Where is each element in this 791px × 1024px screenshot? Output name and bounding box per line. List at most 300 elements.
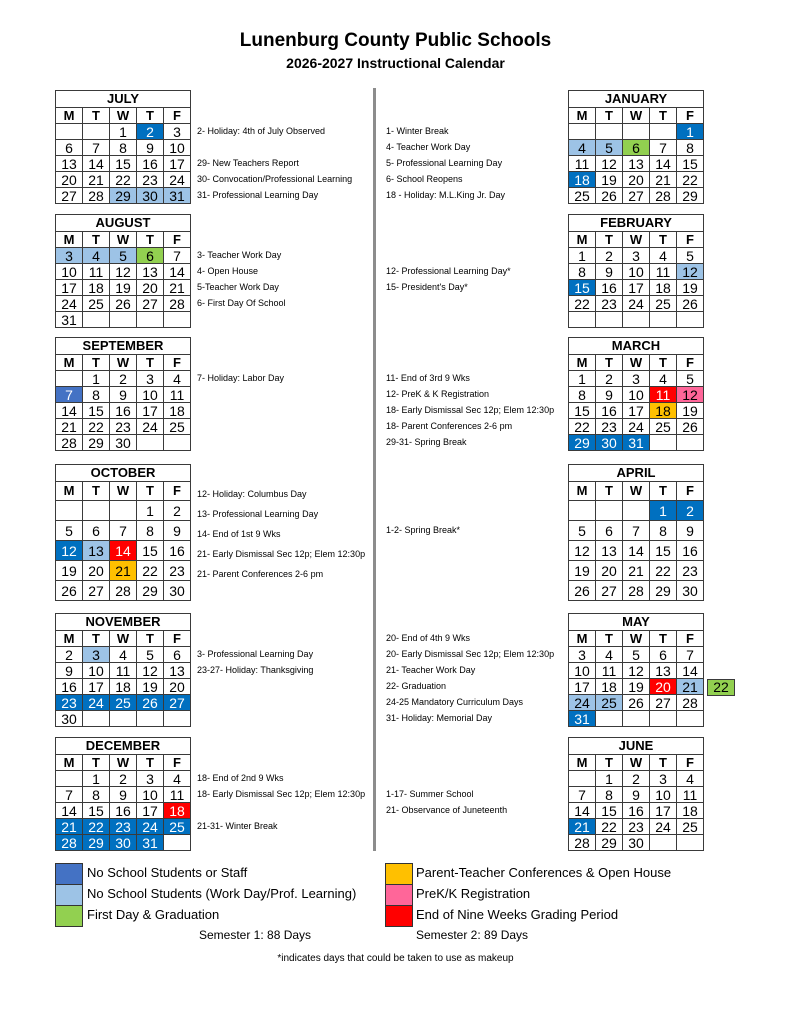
day-cell: 12 (56, 541, 83, 561)
day-cell: 5 (110, 248, 137, 264)
event-note: 18- Early Dismissal Sec 12p; Elem 12:30p (197, 789, 366, 799)
weekday-header: T (596, 631, 623, 647)
event-note: 29- New Teachers Report (197, 158, 299, 168)
month-september (55, 337, 191, 451)
day-cell: 29 (677, 188, 704, 204)
day-cell: 15 (677, 156, 704, 172)
month-name: JUNE (569, 738, 704, 755)
day-cell: 7 (110, 521, 137, 541)
weekday-header: M (56, 631, 83, 647)
event-note: 21- Early Dismissal Sec 12p; Elem 12:30p (197, 549, 366, 559)
weekday-header: F (677, 755, 704, 771)
day-cell: 1 (677, 124, 704, 140)
day-cell: 8 (596, 787, 623, 803)
day-cell: 11 (164, 387, 191, 403)
day-cell: 11 (650, 264, 677, 280)
day-cell: 6 (56, 140, 83, 156)
day-cell: 20 (164, 679, 191, 695)
empty-cell (677, 835, 704, 851)
day-cell: 20 (137, 280, 164, 296)
event-note: 21- Teacher Work Day (386, 665, 476, 675)
event-note: 24-25 Mandatory Curriculum Days (386, 697, 524, 707)
day-cell: 2 (596, 371, 623, 387)
day-cell: 9 (596, 264, 623, 280)
weekday-header: W (623, 232, 650, 248)
day-cell: 18 (596, 679, 623, 695)
day-cell: 10 (56, 264, 83, 280)
day-cell: 24 (83, 695, 110, 711)
event-note: 20- Early Dismissal Sec 12p; Elem 12:30p (386, 649, 555, 659)
legend-label: First Day & Graduation (87, 907, 220, 922)
month-name: APRIL (569, 465, 704, 482)
month-february (568, 214, 704, 328)
day-cell: 4 (569, 140, 596, 156)
day-cell: 15 (569, 280, 596, 296)
day-cell: 30 (137, 188, 164, 204)
day-cell: 18 (569, 172, 596, 188)
day-cell: 10 (650, 787, 677, 803)
weekday-header: T (596, 355, 623, 371)
day-cell: 21 (569, 819, 596, 835)
day-cell: 17 (650, 803, 677, 819)
day-cell: 4 (677, 771, 704, 787)
weekday-header: M (569, 232, 596, 248)
day-cell: 19 (569, 561, 596, 581)
day-cell: 25 (677, 819, 704, 835)
day-cell: 12 (596, 156, 623, 172)
day-cell: 17 (56, 280, 83, 296)
event-note: 4- Open House (197, 266, 259, 276)
month-august (55, 214, 191, 328)
day-cell: 26 (56, 581, 83, 601)
day-cell: 9 (164, 521, 191, 541)
day-cell: 30 (164, 581, 191, 601)
weekday-header: W (623, 631, 650, 647)
day-cell: 18 (650, 403, 677, 419)
day-cell: 15 (137, 541, 164, 561)
day-cell: 13 (83, 541, 110, 561)
empty-cell (83, 312, 110, 328)
day-cell: 7 (164, 248, 191, 264)
day-cell: 2 (110, 771, 137, 787)
day-cell: 16 (596, 403, 623, 419)
day-cell: 8 (83, 787, 110, 803)
event-note: 6- First Day Of School (197, 298, 286, 308)
weekday-header: F (164, 355, 191, 371)
day-cell: 29 (83, 435, 110, 451)
weekday-header: F (164, 755, 191, 771)
empty-cell (623, 501, 650, 521)
day-cell: 7 (677, 647, 704, 663)
page-title: Lunenburg County Public Schools (239, 30, 552, 51)
weekday-header: T (137, 232, 164, 248)
day-cell: 10 (137, 387, 164, 403)
day-cell: 3 (650, 771, 677, 787)
event-note: 20- End of 4th 9 Wks (386, 633, 471, 643)
day-cell: 14 (164, 264, 191, 280)
month-name: AUGUST (56, 215, 191, 232)
day-cell: 14 (650, 156, 677, 172)
month-april (568, 464, 704, 601)
day-cell: 22 (137, 561, 164, 581)
day-cell: 21 (56, 419, 83, 435)
day-cell: 27 (650, 695, 677, 711)
day-cell: 23 (596, 296, 623, 312)
legend-swatch-conferences (385, 863, 413, 885)
day-cell: 12 (677, 387, 704, 403)
day-cell: 28 (569, 835, 596, 851)
day-cell: 24 (569, 695, 596, 711)
empty-cell (650, 312, 677, 328)
day-cell: 2 (56, 647, 83, 663)
event-note: 18- Parent Conferences 2-6 pm (386, 421, 513, 431)
day-cell: 14 (110, 541, 137, 561)
day-cell: 18 (164, 803, 191, 819)
event-note: 21- Observance of Juneteenth (386, 805, 508, 815)
day-cell: 15 (110, 156, 137, 172)
day-cell: 16 (56, 679, 83, 695)
legend-label: No School Students or Staff (87, 865, 248, 880)
empty-cell (623, 711, 650, 727)
day-cell-overflow: 22 (707, 679, 735, 696)
event-note: 12- Professional Learning Day* (386, 266, 511, 276)
day-cell: 1 (596, 771, 623, 787)
month-name: MAY (569, 614, 704, 631)
day-cell: 20 (596, 561, 623, 581)
month-name: JULY (56, 91, 191, 108)
event-note: 1-2- Spring Break* (386, 525, 461, 535)
event-note: 13- Professional Learning Day (197, 509, 319, 519)
weekday-header: W (623, 755, 650, 771)
day-cell: 6 (137, 248, 164, 264)
day-cell: 21 (650, 172, 677, 188)
month-july (55, 90, 191, 204)
day-cell: 15 (83, 403, 110, 419)
empty-cell (569, 124, 596, 140)
day-cell: 3 (623, 371, 650, 387)
day-cell: 21 (164, 280, 191, 296)
legend-label: End of Nine Weeks Grading Period (416, 907, 619, 922)
day-cell: 28 (83, 188, 110, 204)
weekday-header: W (623, 355, 650, 371)
day-cell: 30 (110, 435, 137, 451)
day-cell: 8 (569, 387, 596, 403)
day-cell: 12 (623, 663, 650, 679)
day-cell: 5 (56, 521, 83, 541)
month-may (568, 613, 704, 727)
weekday-header: T (650, 355, 677, 371)
day-cell: 24 (164, 172, 191, 188)
day-cell: 26 (623, 695, 650, 711)
day-cell: 27 (623, 188, 650, 204)
day-cell: 30 (677, 581, 704, 601)
day-cell: 15 (650, 541, 677, 561)
weekday-header: F (677, 355, 704, 371)
day-cell: 16 (596, 280, 623, 296)
day-cell: 1 (137, 501, 164, 521)
day-cell: 24 (137, 419, 164, 435)
weekday-header: W (623, 482, 650, 501)
day-cell: 21 (110, 561, 137, 581)
day-cell: 26 (596, 188, 623, 204)
day-cell: 26 (677, 296, 704, 312)
month-name: NOVEMBER (56, 614, 191, 631)
weekday-header: F (677, 631, 704, 647)
day-cell: 8 (110, 140, 137, 156)
day-cell: 5 (569, 521, 596, 541)
day-cell: 26 (110, 296, 137, 312)
weekday-header: M (56, 108, 83, 124)
day-cell: 22 (569, 296, 596, 312)
legend-label: Parent-Teacher Conferences & Open House (416, 865, 672, 880)
day-cell: 23 (56, 695, 83, 711)
day-cell: 8 (569, 264, 596, 280)
empty-cell (596, 312, 623, 328)
day-cell: 7 (56, 787, 83, 803)
day-cell: 5 (677, 248, 704, 264)
month-name: MARCH (569, 338, 704, 355)
day-cell: 14 (56, 803, 83, 819)
page-subtitle: 2026-2027 Instructional Calendar (286, 55, 505, 71)
day-cell: 19 (677, 280, 704, 296)
day-cell: 16 (137, 156, 164, 172)
weekday-header: F (677, 482, 704, 501)
weekday-header: T (596, 232, 623, 248)
day-cell: 24 (623, 296, 650, 312)
day-cell: 25 (650, 296, 677, 312)
day-cell: 23 (110, 819, 137, 835)
legend-swatch-no-school (55, 863, 83, 885)
day-cell: 5 (596, 140, 623, 156)
day-cell: 9 (623, 787, 650, 803)
weekday-header: T (83, 482, 110, 501)
day-cell: 23 (164, 561, 191, 581)
day-cell: 23 (596, 419, 623, 435)
day-cell: 15 (569, 403, 596, 419)
event-note: 2- Holiday: 4th of July Observed (197, 126, 326, 136)
legend-swatch-registration (385, 884, 413, 906)
day-cell: 2 (677, 501, 704, 521)
day-cell: 17 (164, 156, 191, 172)
day-cell: 12 (569, 541, 596, 561)
day-cell: 30 (623, 835, 650, 851)
weekday-header: T (596, 482, 623, 501)
weekday-header: W (623, 108, 650, 124)
month-name: FEBRUARY (569, 215, 704, 232)
day-cell: 27 (164, 695, 191, 711)
day-cell: 9 (110, 387, 137, 403)
day-cell: 20 (623, 172, 650, 188)
weekday-header: M (569, 355, 596, 371)
weekday-header: W (110, 355, 137, 371)
day-cell: 12 (137, 663, 164, 679)
day-cell: 3 (83, 647, 110, 663)
day-cell: 12 (677, 264, 704, 280)
empty-cell (110, 312, 137, 328)
empty-cell (56, 371, 83, 387)
day-cell: 17 (569, 679, 596, 695)
weekday-header: F (677, 108, 704, 124)
day-cell: 23 (137, 172, 164, 188)
day-cell: 31 (56, 312, 83, 328)
day-cell: 19 (56, 561, 83, 581)
event-note: 29-31- Spring Break (386, 437, 467, 447)
empty-cell (164, 435, 191, 451)
semester-2-days: Semester 2: 89 Days (416, 928, 529, 942)
day-cell: 14 (623, 541, 650, 561)
day-cell: 10 (137, 787, 164, 803)
day-cell: 7 (623, 521, 650, 541)
event-note: 31- Professional Learning Day (197, 190, 319, 200)
weekday-header: M (569, 108, 596, 124)
day-cell: 29 (569, 435, 596, 451)
day-cell: 18 (110, 679, 137, 695)
day-cell: 14 (83, 156, 110, 172)
footnote: *indicates days that could be taken to use as makeup (277, 953, 514, 964)
day-cell: 22 (110, 172, 137, 188)
day-cell: 16 (110, 803, 137, 819)
month-name: JANUARY (569, 91, 704, 108)
empty-cell (650, 435, 677, 451)
day-cell: 3 (137, 371, 164, 387)
day-cell: 24 (137, 819, 164, 835)
day-cell: 3 (56, 248, 83, 264)
day-cell: 13 (164, 663, 191, 679)
weekday-header: M (56, 355, 83, 371)
day-cell: 16 (677, 541, 704, 561)
day-cell: 22 (650, 561, 677, 581)
day-cell: 27 (56, 188, 83, 204)
day-cell: 28 (677, 695, 704, 711)
day-cell: 29 (110, 188, 137, 204)
empty-cell (650, 711, 677, 727)
day-cell: 7 (650, 140, 677, 156)
empty-cell (623, 124, 650, 140)
day-cell: 6 (83, 521, 110, 541)
day-cell: 9 (137, 140, 164, 156)
weekday-header: T (650, 631, 677, 647)
weekday-header: T (650, 232, 677, 248)
empty-cell (677, 711, 704, 727)
weekday-header: M (56, 232, 83, 248)
empty-cell (164, 312, 191, 328)
day-cell: 19 (677, 403, 704, 419)
month-name: DECEMBER (56, 738, 191, 755)
weekday-header: T (83, 755, 110, 771)
empty-cell (596, 711, 623, 727)
day-cell: 22 (596, 819, 623, 835)
day-cell: 25 (164, 419, 191, 435)
day-cell: 11 (596, 663, 623, 679)
day-cell: 5 (137, 647, 164, 663)
day-cell: 13 (596, 541, 623, 561)
day-cell: 29 (596, 835, 623, 851)
month-name: OCTOBER (56, 465, 191, 482)
event-note: 1- Winter Break (386, 126, 449, 136)
day-cell: 10 (164, 140, 191, 156)
event-note: 30- Convocation/Professional Learning (197, 174, 353, 184)
day-cell: 15 (596, 803, 623, 819)
day-cell: 11 (569, 156, 596, 172)
weekday-header: M (569, 482, 596, 501)
day-cell: 8 (650, 521, 677, 541)
empty-cell (164, 835, 191, 851)
event-note: 22- Graduation (386, 681, 447, 691)
legend-label: No School Students (Work Day/Prof. Learning) (87, 886, 357, 901)
day-cell: 9 (596, 387, 623, 403)
weekday-header: T (137, 108, 164, 124)
empty-cell (569, 501, 596, 521)
day-cell: 20 (56, 172, 83, 188)
day-cell: 30 (596, 435, 623, 451)
day-cell: 6 (623, 140, 650, 156)
month-november (55, 613, 191, 727)
day-cell: 22 (83, 419, 110, 435)
day-cell: 20 (83, 561, 110, 581)
day-cell: 4 (596, 647, 623, 663)
day-cell: 28 (623, 581, 650, 601)
day-cell: 24 (623, 419, 650, 435)
weekday-header: M (569, 755, 596, 771)
event-note: 18 - Holiday: M.L.King Jr. Day (386, 190, 506, 200)
day-cell: 21 (677, 679, 704, 695)
event-note: 18- Early Dismissal Sec 12p; Elem 12:30p (386, 405, 555, 415)
day-cell: 26 (569, 581, 596, 601)
day-cell: 23 (623, 819, 650, 835)
day-cell: 21 (623, 561, 650, 581)
day-cell: 31 (623, 435, 650, 451)
day-cell: 30 (56, 711, 83, 727)
weekday-header: F (164, 631, 191, 647)
day-cell: 18 (677, 803, 704, 819)
day-cell: 25 (569, 188, 596, 204)
day-cell: 21 (83, 172, 110, 188)
day-cell: 7 (83, 140, 110, 156)
day-cell: 19 (596, 172, 623, 188)
day-cell: 6 (650, 647, 677, 663)
day-cell: 28 (110, 581, 137, 601)
weekday-header: T (83, 631, 110, 647)
day-cell: 2 (623, 771, 650, 787)
day-cell: 14 (569, 803, 596, 819)
empty-cell (56, 771, 83, 787)
day-cell: 4 (110, 647, 137, 663)
weekday-header: F (164, 482, 191, 501)
event-note: 21-31- Winter Break (197, 821, 278, 831)
weekday-header: T (137, 355, 164, 371)
day-cell: 17 (137, 803, 164, 819)
weekday-header: W (110, 482, 137, 501)
empty-cell (569, 771, 596, 787)
day-cell: 13 (137, 264, 164, 280)
day-cell: 27 (83, 581, 110, 601)
day-cell: 3 (137, 771, 164, 787)
month-december (55, 737, 191, 851)
event-note: 15- President's Day* (386, 282, 468, 292)
weekday-header: T (83, 232, 110, 248)
month-january (568, 90, 704, 204)
day-cell: 2 (110, 371, 137, 387)
empty-cell (137, 435, 164, 451)
day-cell: 18 (83, 280, 110, 296)
day-cell: 25 (596, 695, 623, 711)
day-cell: 11 (677, 787, 704, 803)
day-cell: 4 (83, 248, 110, 264)
semester-1-days: Semester 1: 88 Days (199, 928, 312, 942)
day-cell: 11 (650, 387, 677, 403)
empty-cell (110, 501, 137, 521)
day-cell: 9 (677, 521, 704, 541)
